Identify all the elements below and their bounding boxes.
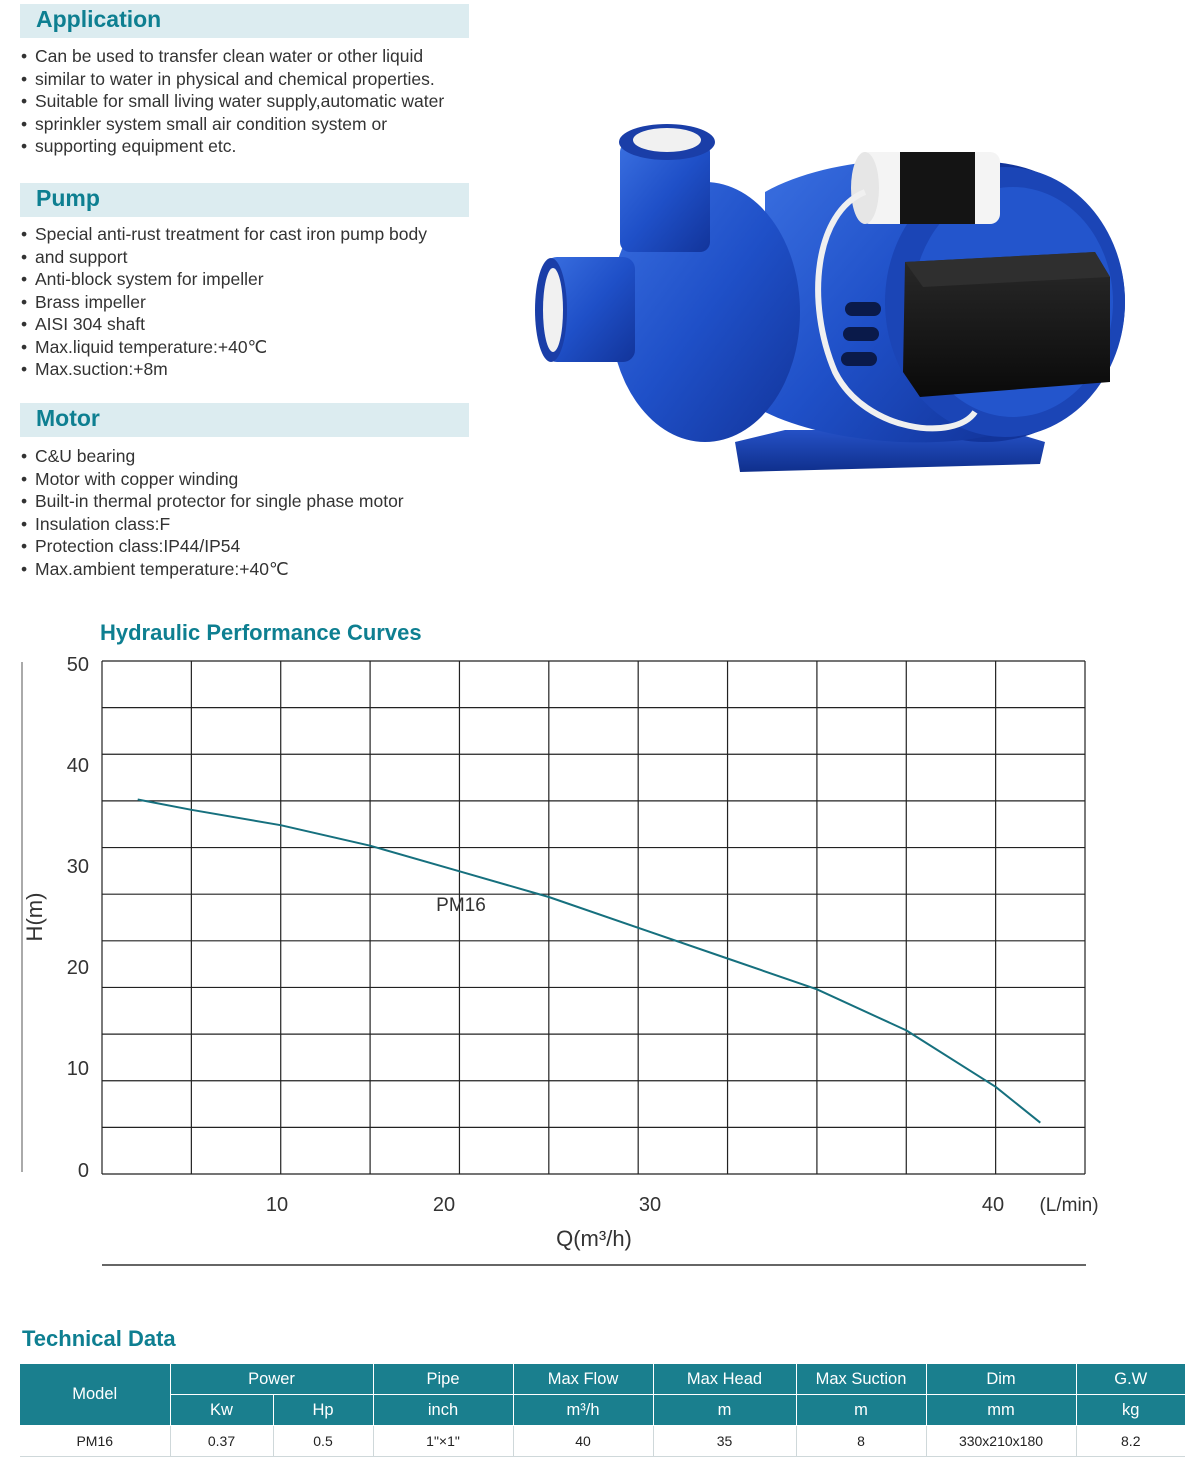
x-tick-label: 10 <box>265 1194 289 1216</box>
motor-title: Motor <box>36 405 100 431</box>
cell-max-suction: 8 <box>796 1426 926 1457</box>
header-dim: Dim <box>926 1364 1076 1395</box>
x-tick-label: 40 <box>981 1194 1005 1216</box>
unit-gw: kg <box>1076 1395 1185 1426</box>
y-tick-label: 50 <box>66 654 89 676</box>
header-power: Power <box>170 1364 373 1395</box>
table-row <box>20 1426 1185 1457</box>
list-item: • C&U bearing <box>20 445 404 468</box>
header-max-flow: Max Flow <box>513 1364 653 1395</box>
list-item: • Max.liquid temperature:+40℃ <box>20 336 427 359</box>
unit-dim: mm <box>926 1395 1076 1426</box>
list-item: • AISI 304 shaft <box>20 313 427 336</box>
list-item: • Anti-block system for impeller <box>20 268 427 291</box>
unit-kw: Kw <box>170 1395 273 1426</box>
x-axis-label: Q(m³/h) <box>556 1226 632 1251</box>
y-tick-label: 10 <box>66 1058 89 1080</box>
unit-hp: Hp <box>273 1395 373 1426</box>
header-pipe: Pipe <box>373 1364 513 1395</box>
series-label: PM16 <box>436 895 486 916</box>
list-item: • Insulation class:F <box>20 513 404 536</box>
unit-max-head: m <box>653 1395 796 1426</box>
y-tick-label: 20 <box>66 957 89 979</box>
application-title: Application <box>36 6 162 32</box>
unit-max-suction: m <box>796 1395 926 1426</box>
header-model: Model <box>20 1364 170 1426</box>
list-item: • Motor with copper winding <box>20 468 404 491</box>
technical-data-table <box>20 1364 1185 1457</box>
cell-max-flow: 40 <box>513 1426 653 1457</box>
list-item: • and support <box>20 246 427 269</box>
cell-kw: 0.37 <box>170 1426 273 1457</box>
unit-pipe: inch <box>373 1395 513 1426</box>
y-tick-label: 30 <box>66 856 89 878</box>
y-axis-label: H(m) <box>22 892 47 942</box>
cell-gw: 8.2 <box>1076 1426 1185 1457</box>
x-tick-label: 30 <box>638 1194 662 1216</box>
list-item: • Can be used to transfer clean water or other liquid <box>20 45 444 68</box>
cell-dim: 330x210x180 <box>926 1426 1076 1457</box>
chart-title: Hydraulic Performance Curves <box>100 620 422 645</box>
header-gw: G.W <box>1076 1364 1185 1395</box>
pump-title: Pump <box>36 185 100 211</box>
list-item: • similar to water in physical and chemical properties. <box>20 68 444 91</box>
list-item: • Suitable for small living water supply,automatic water <box>20 90 444 113</box>
list-item: • Brass impeller <box>20 291 427 314</box>
cell-model: PM16 <box>20 1426 170 1457</box>
y-tick-label: 0 <box>77 1160 89 1182</box>
x-tick-label: 20 <box>432 1194 456 1216</box>
list-item: • sprinkler system small air condition system or <box>20 113 444 136</box>
cell-pipe: 1"×1" <box>373 1426 513 1457</box>
x-unit-label: (L/min) <box>1039 1195 1099 1216</box>
header-max-head: Max Head <box>653 1364 796 1395</box>
list-item: • supporting equipment etc. <box>20 135 444 158</box>
y-tick-label: 40 <box>66 755 89 777</box>
cell-hp: 0.5 <box>273 1426 373 1457</box>
technical-data-title: Technical Data <box>22 1326 176 1351</box>
list-item: • Max.suction:+8m <box>20 358 427 381</box>
list-item: • Special anti-rust treatment for cast iron pump body <box>20 223 427 246</box>
header-max-suction: Max Suction <box>796 1364 926 1395</box>
cell-max-head: 35 <box>653 1426 796 1457</box>
unit-max-flow: m³/h <box>513 1395 653 1426</box>
list-item: • Max.ambient temperature:+40℃ <box>20 558 404 581</box>
list-item: • Built-in thermal protector for single phase motor <box>20 490 404 513</box>
list-item: • Protection class:IP44/IP54 <box>20 535 404 558</box>
